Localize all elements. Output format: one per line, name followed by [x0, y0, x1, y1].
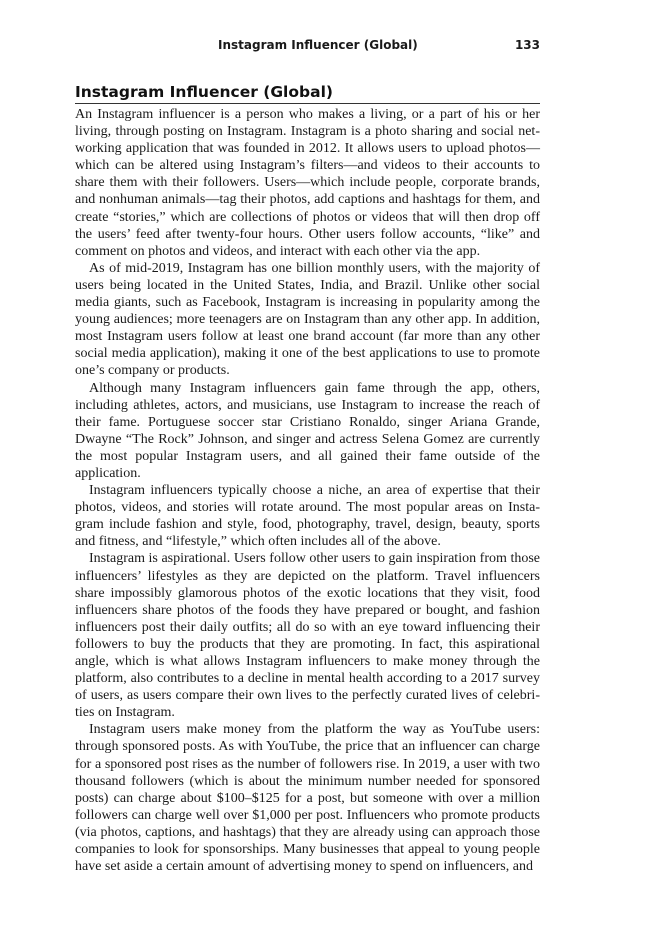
- paragraph: Although many Instagram influencers gain fame through the app, others, including athletes, actors, and musicians, use Instagram to increase the reach of their fame. Portuguese soccer star Cristiano Ronaldo, singer Ariana Grande, Dwayne “The Rock” Johnson, and singer and actress Selena Gomez are currently the most popular Instagram users, and all gained their fame outside of the application.: [75, 380, 540, 481]
- article-body: [75, 106, 540, 875]
- paragraph: Instagram influencers typically choose a niche, an area of expertise that their photos, videos, and stories will rotate around. The most popular areas on Instagram include fashion and style, food, photography, travel, design, beauty, sports and fitness, and “lifestyle,” which often includes all of the above.: [75, 483, 540, 550]
- page-number: 133: [514, 38, 540, 52]
- running-head: [75, 38, 540, 58]
- paragraph: Instagram users make money from the platform the way as YouTube users: through sponsored posts. As with YouTube, the price that an influencer can charge for a sponsored post rises as the number of followers rise. In 2019, a user with two thousand followers (which is about the minimum number needed for sponsored posts) can charge about $100–$125 for a post, but someone with over a million followers can charge well over $1,000 per post. Influencers who promote products (via photos, captions, and hashtags) that they are already using can approach those companies to look for sponsorships. Many businesses that appeal to young people have set aside a certain amount of advertising money to spend on influencers, and: [75, 722, 540, 875]
- paragraph: As of mid-2019, Instagram has one billion monthly users, with the majority of users being located in the United States, India, and Brazil. Unlike other social media giants, such as Facebook, Instagram is increasing in popularity among the young audiences; more teenagers are on Instagram than any other app. In addition, most Instagram users follow at least one brand account (far more than any other social media application), making it one of the best applications to use to promote one’s company or products.: [75, 260, 540, 379]
- paragraph: Instagram is aspirational. Users follow other users to gain inspiration from those influencers’ lifestyles as they are depicted on the platform. Travel influencers share impossibly glamorous photos of the exotic locations that they visit, food influencers share photos of the foods they have prepared or bought, and fashion influencers post their daily outfits; all do so with an eye toward influencing their followers to buy the products that they are promoting. In fact, this aspirational angle, which is what allows Instagram influencers to make money through the platform, also contributes to a decline in mental health according to a 2017 survey of users, as users compare their own lives to the perfectly curated lives of celebrities on Instagram.: [75, 551, 540, 721]
- running-title: Instagram Influencer (Global): [218, 38, 418, 52]
- paragraph: An Instagram influencer is a person who makes a living, or a part of his or her living, through posting on Instagram. Instagram is a photo sharing and social networking application that was founded in 2012. It allows users to upload photos—which can be altered using Instagram’s filters—and videos to their accounts to share them with their followers. Users—which include people, corporate brands, and nonhuman animals—tag their photos, add captions and hashtags for them, and create “stories,” which are collections of photos or videos that will then drop off the users’ feed after twenty-four hours. Other users follow accounts, “like” and comment on photos and videos, and interact with each other via the app.: [75, 107, 540, 259]
- section-heading: Instagram Influencer (Global): [75, 82, 540, 104]
